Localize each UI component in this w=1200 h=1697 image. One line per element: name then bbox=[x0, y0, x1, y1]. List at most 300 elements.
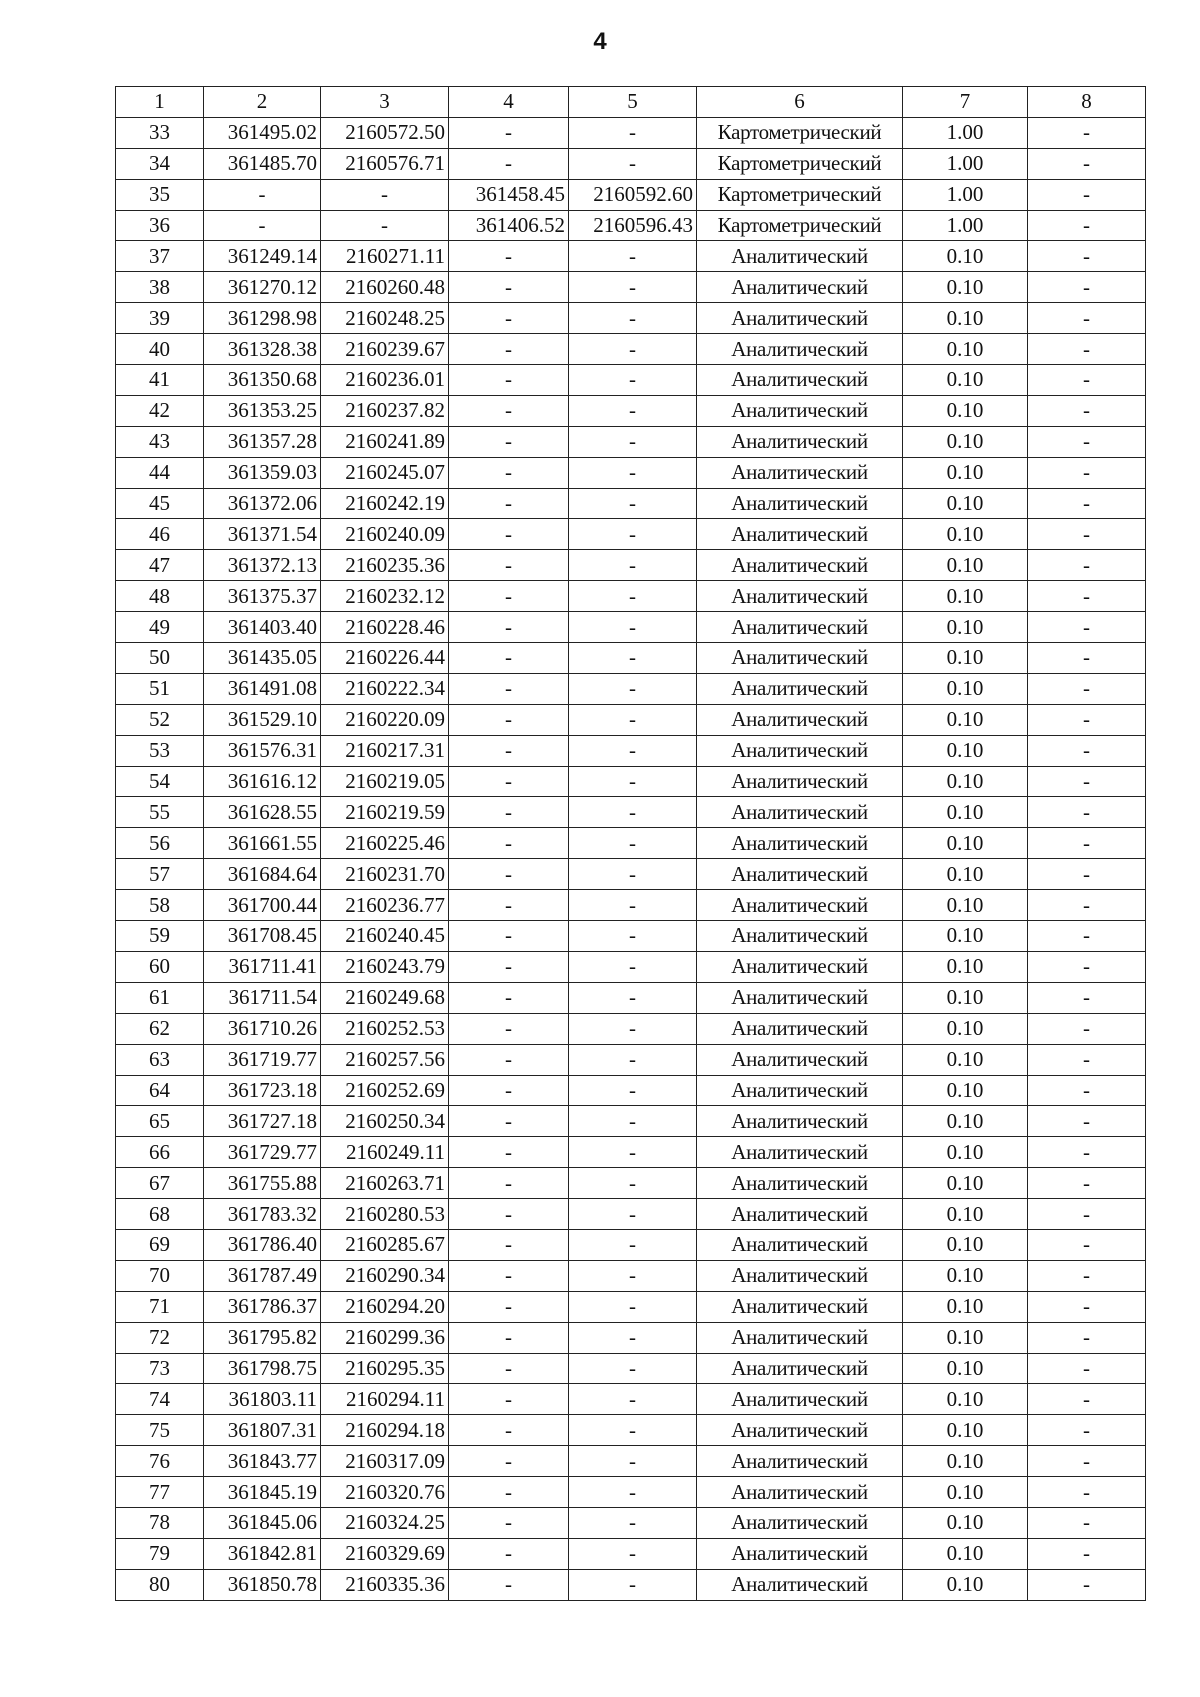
table-cell-col-6: Аналитический bbox=[697, 1168, 903, 1199]
table-cell-col-5: - bbox=[569, 1569, 697, 1600]
table-cell-col-4: - bbox=[449, 395, 569, 426]
table-cell-col-6: Аналитический bbox=[697, 1013, 903, 1044]
table-row bbox=[116, 272, 1146, 303]
table-cell-col-2: 361710.26 bbox=[204, 1013, 321, 1044]
table-cell-col-5: - bbox=[569, 735, 697, 766]
table-row bbox=[116, 488, 1146, 519]
table-cell-col-3: 2160236.01 bbox=[321, 365, 449, 396]
table-cell-col-4: - bbox=[449, 581, 569, 612]
table-cell-col-1: 62 bbox=[116, 1013, 204, 1044]
table-row bbox=[116, 1106, 1146, 1137]
table-cell-col-4: - bbox=[449, 241, 569, 272]
table-cell-col-3: 2160237.82 bbox=[321, 395, 449, 426]
table-cell-col-3: 2160232.12 bbox=[321, 581, 449, 612]
table-cell-col-4: - bbox=[449, 303, 569, 334]
table-cell-col-8: - bbox=[1028, 921, 1146, 952]
table-cell-col-6: Аналитический bbox=[697, 921, 903, 952]
table-cell-col-4: - bbox=[449, 1384, 569, 1415]
table-cell-col-4: - bbox=[449, 735, 569, 766]
table-cell-col-4: 361406.52 bbox=[449, 210, 569, 241]
table-cell-col-2: 361700.44 bbox=[204, 890, 321, 921]
table-cell-col-6: Аналитический bbox=[697, 1353, 903, 1384]
table-cell-col-3: 2160252.53 bbox=[321, 1013, 449, 1044]
table-cell-col-3: 2160252.69 bbox=[321, 1075, 449, 1106]
table-cell-col-3: - bbox=[321, 179, 449, 210]
table-cell-col-7: 0.10 bbox=[903, 1106, 1028, 1137]
table-cell-col-2: 361803.11 bbox=[204, 1384, 321, 1415]
table-cell-col-2: 361359.03 bbox=[204, 457, 321, 488]
table-cell-col-5: - bbox=[569, 1260, 697, 1291]
table-cell-col-3: 2160263.71 bbox=[321, 1168, 449, 1199]
table-row bbox=[116, 581, 1146, 612]
table-cell-col-4: - bbox=[449, 1168, 569, 1199]
column-header-7: 7 bbox=[903, 87, 1028, 118]
table-cell-col-1: 45 bbox=[116, 488, 204, 519]
table-cell-col-7: 0.10 bbox=[903, 643, 1028, 674]
table-cell-col-4: 361458.45 bbox=[449, 179, 569, 210]
table-cell-col-5: - bbox=[569, 581, 697, 612]
table-cell-col-6: Аналитический bbox=[697, 704, 903, 735]
table-cell-col-4: - bbox=[449, 704, 569, 735]
table-cell-col-7: 0.10 bbox=[903, 859, 1028, 890]
table-row bbox=[116, 1538, 1146, 1569]
table-cell-col-7: 0.10 bbox=[903, 1569, 1028, 1600]
table-cell-col-8: - bbox=[1028, 1322, 1146, 1353]
table-cell-col-3: 2160241.89 bbox=[321, 426, 449, 457]
table-cell-col-5: - bbox=[569, 488, 697, 519]
table-cell-col-5: - bbox=[569, 334, 697, 365]
table-cell-col-6: Аналитический bbox=[697, 1229, 903, 1260]
table-cell-col-7: 1.00 bbox=[903, 148, 1028, 179]
table-cell-col-2: 361786.37 bbox=[204, 1291, 321, 1322]
table-cell-col-8: - bbox=[1028, 1044, 1146, 1075]
table-cell-col-4: - bbox=[449, 1322, 569, 1353]
table-cell-col-8: - bbox=[1028, 982, 1146, 1013]
table-cell-col-8: - bbox=[1028, 488, 1146, 519]
table-cell-col-5: - bbox=[569, 457, 697, 488]
table-cell-col-6: Аналитический bbox=[697, 859, 903, 890]
table-cell-col-8: - bbox=[1028, 1477, 1146, 1508]
table-cell-col-8: - bbox=[1028, 148, 1146, 179]
table-cell-col-4: - bbox=[449, 643, 569, 674]
table-cell-col-3: 2160226.44 bbox=[321, 643, 449, 674]
table-cell-col-4: - bbox=[449, 766, 569, 797]
table-cell-col-3: 2160249.68 bbox=[321, 982, 449, 1013]
table-cell-col-6: Аналитический bbox=[697, 303, 903, 334]
table-cell-col-6: Аналитический bbox=[697, 334, 903, 365]
table-cell-col-8: - bbox=[1028, 426, 1146, 457]
table-cell-col-2: - bbox=[204, 179, 321, 210]
table-cell-col-4: - bbox=[449, 951, 569, 982]
table-cell-col-7: 0.10 bbox=[903, 1384, 1028, 1415]
table-cell-col-3: 2160219.05 bbox=[321, 766, 449, 797]
table-body bbox=[116, 117, 1146, 1600]
table-row bbox=[116, 1291, 1146, 1322]
table-cell-col-2: 361529.10 bbox=[204, 704, 321, 735]
table-cell-col-6: Аналитический bbox=[697, 1507, 903, 1538]
table-row bbox=[116, 395, 1146, 426]
table-row bbox=[116, 1260, 1146, 1291]
table-cell-col-2: 361727.18 bbox=[204, 1106, 321, 1137]
table-row bbox=[116, 1229, 1146, 1260]
table-cell-col-4: - bbox=[449, 1137, 569, 1168]
table-cell-col-4: - bbox=[449, 1446, 569, 1477]
table-cell-col-5: - bbox=[569, 241, 697, 272]
table-cell-col-1: 37 bbox=[116, 241, 204, 272]
table-cell-col-3: 2160242.19 bbox=[321, 488, 449, 519]
table-cell-col-2: 361843.77 bbox=[204, 1446, 321, 1477]
table-cell-col-5: - bbox=[569, 117, 697, 148]
table-cell-col-5: - bbox=[569, 951, 697, 982]
table-cell-col-4: - bbox=[449, 921, 569, 952]
table-cell-col-5: - bbox=[569, 1137, 697, 1168]
table-cell-col-3: 2160222.34 bbox=[321, 673, 449, 704]
table-cell-col-1: 61 bbox=[116, 982, 204, 1013]
table-cell-col-1: 53 bbox=[116, 735, 204, 766]
table-cell-col-5: - bbox=[569, 673, 697, 704]
table-cell-col-1: 55 bbox=[116, 797, 204, 828]
table-cell-col-4: - bbox=[449, 519, 569, 550]
table-cell-col-8: - bbox=[1028, 1569, 1146, 1600]
table-cell-col-8: - bbox=[1028, 859, 1146, 890]
table-cell-col-5: - bbox=[569, 1229, 697, 1260]
table-cell-col-4: - bbox=[449, 1013, 569, 1044]
table-cell-col-8: - bbox=[1028, 519, 1146, 550]
table-cell-col-4: - bbox=[449, 1291, 569, 1322]
table-cell-col-3: 2160285.67 bbox=[321, 1229, 449, 1260]
table-cell-col-7: 0.10 bbox=[903, 303, 1028, 334]
table-row bbox=[116, 1353, 1146, 1384]
table-cell-col-7: 0.10 bbox=[903, 1044, 1028, 1075]
table-row bbox=[116, 797, 1146, 828]
table-cell-col-7: 0.10 bbox=[903, 1075, 1028, 1106]
table-cell-col-8: - bbox=[1028, 303, 1146, 334]
table-cell-col-1: 44 bbox=[116, 457, 204, 488]
table-row bbox=[116, 1075, 1146, 1106]
table-cell-col-4: - bbox=[449, 272, 569, 303]
table-cell-col-8: - bbox=[1028, 1229, 1146, 1260]
table-cell-col-8: - bbox=[1028, 1538, 1146, 1569]
table-cell-col-4: - bbox=[449, 426, 569, 457]
table-cell-col-7: 1.00 bbox=[903, 210, 1028, 241]
table-cell-col-6: Аналитический bbox=[697, 1384, 903, 1415]
table-cell-col-4: - bbox=[449, 1075, 569, 1106]
table-cell-col-2: 361628.55 bbox=[204, 797, 321, 828]
table-cell-col-1: 80 bbox=[116, 1569, 204, 1600]
table-cell-col-5: - bbox=[569, 550, 697, 581]
table-cell-col-7: 0.10 bbox=[903, 1415, 1028, 1446]
table-cell-col-1: 48 bbox=[116, 581, 204, 612]
table-cell-col-2: 361485.70 bbox=[204, 148, 321, 179]
table-cell-col-1: 66 bbox=[116, 1137, 204, 1168]
table-cell-col-3: 2160294.20 bbox=[321, 1291, 449, 1322]
table-cell-col-8: - bbox=[1028, 643, 1146, 674]
table-cell-col-2: 361616.12 bbox=[204, 766, 321, 797]
table-cell-col-1: 51 bbox=[116, 673, 204, 704]
table-cell-col-7: 0.10 bbox=[903, 1446, 1028, 1477]
table-row bbox=[116, 1199, 1146, 1230]
table-cell-col-2: - bbox=[204, 210, 321, 241]
table-cell-col-6: Аналитический bbox=[697, 1322, 903, 1353]
table-cell-col-6: Аналитический bbox=[697, 519, 903, 550]
table-cell-col-2: 361371.54 bbox=[204, 519, 321, 550]
table-cell-col-1: 40 bbox=[116, 334, 204, 365]
column-header-3: 3 bbox=[321, 87, 449, 118]
table-cell-col-4: - bbox=[449, 488, 569, 519]
table-cell-col-7: 0.10 bbox=[903, 1013, 1028, 1044]
table-cell-col-4: - bbox=[449, 1477, 569, 1508]
table-row bbox=[116, 612, 1146, 643]
table-cell-col-3: 2160225.46 bbox=[321, 828, 449, 859]
table-cell-col-4: - bbox=[449, 457, 569, 488]
table-cell-col-5: - bbox=[569, 1322, 697, 1353]
table-cell-col-7: 0.10 bbox=[903, 457, 1028, 488]
table-cell-col-8: - bbox=[1028, 1106, 1146, 1137]
table-cell-col-8: - bbox=[1028, 179, 1146, 210]
table-cell-col-6: Аналитический bbox=[697, 890, 903, 921]
table-cell-col-2: 361850.78 bbox=[204, 1569, 321, 1600]
table-cell-col-4: - bbox=[449, 828, 569, 859]
table-cell-col-3: 2160335.36 bbox=[321, 1569, 449, 1600]
table-cell-col-4: - bbox=[449, 1199, 569, 1230]
table-cell-col-7: 0.10 bbox=[903, 921, 1028, 952]
table-cell-col-1: 47 bbox=[116, 550, 204, 581]
table-cell-col-1: 65 bbox=[116, 1106, 204, 1137]
table-row bbox=[116, 1415, 1146, 1446]
table-cell-col-6: Аналитический bbox=[697, 1415, 903, 1446]
table-cell-col-7: 0.10 bbox=[903, 1477, 1028, 1508]
table-cell-col-3: 2160240.09 bbox=[321, 519, 449, 550]
header-row bbox=[116, 87, 1146, 118]
table-cell-col-1: 78 bbox=[116, 1507, 204, 1538]
table-row bbox=[116, 1569, 1146, 1600]
table-cell-col-7: 0.10 bbox=[903, 766, 1028, 797]
table-cell-col-4: - bbox=[449, 117, 569, 148]
table-row bbox=[116, 426, 1146, 457]
table-cell-col-2: 361729.77 bbox=[204, 1137, 321, 1168]
column-header-8: 8 bbox=[1028, 87, 1146, 118]
table-cell-col-3: 2160320.76 bbox=[321, 1477, 449, 1508]
table-cell-col-4: - bbox=[449, 1353, 569, 1384]
table-cell-col-7: 0.10 bbox=[903, 1353, 1028, 1384]
table-cell-col-5: - bbox=[569, 1106, 697, 1137]
table-cell-col-2: 361403.40 bbox=[204, 612, 321, 643]
table-cell-col-4: - bbox=[449, 890, 569, 921]
table-cell-col-8: - bbox=[1028, 1291, 1146, 1322]
table-cell-col-3: 2160294.18 bbox=[321, 1415, 449, 1446]
table-cell-col-2: 361353.25 bbox=[204, 395, 321, 426]
table-cell-col-3: 2160228.46 bbox=[321, 612, 449, 643]
column-header-1: 1 bbox=[116, 87, 204, 118]
table-cell-col-5: - bbox=[569, 395, 697, 426]
table-cell-col-2: 361270.12 bbox=[204, 272, 321, 303]
table-row bbox=[116, 982, 1146, 1013]
table-cell-col-6: Картометрический bbox=[697, 210, 903, 241]
table-cell-col-8: - bbox=[1028, 334, 1146, 365]
table-row bbox=[116, 179, 1146, 210]
table-cell-col-1: 71 bbox=[116, 1291, 204, 1322]
table-cell-col-6: Аналитический bbox=[697, 488, 903, 519]
table-row bbox=[116, 1477, 1146, 1508]
table-cell-col-4: - bbox=[449, 1415, 569, 1446]
table-cell-col-1: 49 bbox=[116, 612, 204, 643]
table-cell-col-6: Аналитический bbox=[697, 1538, 903, 1569]
table-cell-col-1: 64 bbox=[116, 1075, 204, 1106]
table-cell-col-6: Аналитический bbox=[697, 951, 903, 982]
table-cell-col-1: 67 bbox=[116, 1168, 204, 1199]
table-cell-col-1: 59 bbox=[116, 921, 204, 952]
table-cell-col-7: 0.10 bbox=[903, 334, 1028, 365]
table-cell-col-5: 2160596.43 bbox=[569, 210, 697, 241]
table-cell-col-5: - bbox=[569, 890, 697, 921]
table-cell-col-4: - bbox=[449, 334, 569, 365]
table-cell-col-6: Аналитический bbox=[697, 766, 903, 797]
table-cell-col-3: 2160243.79 bbox=[321, 951, 449, 982]
table-row bbox=[116, 890, 1146, 921]
table-cell-col-8: - bbox=[1028, 581, 1146, 612]
table-cell-col-6: Аналитический bbox=[697, 1044, 903, 1075]
table-cell-col-5: - bbox=[569, 1446, 697, 1477]
table-cell-col-4: - bbox=[449, 1106, 569, 1137]
table-cell-col-7: 0.10 bbox=[903, 488, 1028, 519]
table-cell-col-1: 58 bbox=[116, 890, 204, 921]
table-cell-col-1: 52 bbox=[116, 704, 204, 735]
table-cell-col-3: 2160572.50 bbox=[321, 117, 449, 148]
table-cell-col-3: 2160245.07 bbox=[321, 457, 449, 488]
table-cell-col-1: 60 bbox=[116, 951, 204, 982]
table-cell-col-5: - bbox=[569, 1013, 697, 1044]
table-cell-col-4: - bbox=[449, 1538, 569, 1569]
table-cell-col-6: Аналитический bbox=[697, 1106, 903, 1137]
table-cell-col-7: 0.10 bbox=[903, 673, 1028, 704]
table-cell-col-8: - bbox=[1028, 457, 1146, 488]
table-cell-col-5: - bbox=[569, 272, 697, 303]
table-cell-col-2: 361491.08 bbox=[204, 673, 321, 704]
table-cell-col-5: - bbox=[569, 519, 697, 550]
table-row bbox=[116, 1446, 1146, 1477]
table-cell-col-2: 361845.06 bbox=[204, 1507, 321, 1538]
table-cell-col-8: - bbox=[1028, 735, 1146, 766]
table-cell-col-1: 72 bbox=[116, 1322, 204, 1353]
table-cell-col-5: - bbox=[569, 612, 697, 643]
table-cell-col-5: - bbox=[569, 1075, 697, 1106]
table-cell-col-6: Аналитический bbox=[697, 1075, 903, 1106]
table-cell-col-5: - bbox=[569, 766, 697, 797]
table-cell-col-7: 0.10 bbox=[903, 365, 1028, 396]
table-cell-col-5: - bbox=[569, 859, 697, 890]
table-cell-col-6: Аналитический bbox=[697, 457, 903, 488]
table-row bbox=[116, 334, 1146, 365]
table-cell-col-7: 0.10 bbox=[903, 426, 1028, 457]
table-cell-col-6: Аналитический bbox=[697, 550, 903, 581]
table-cell-col-8: - bbox=[1028, 1168, 1146, 1199]
table-cell-col-5: - bbox=[569, 982, 697, 1013]
table-cell-col-5: 2160592.60 bbox=[569, 179, 697, 210]
table-cell-col-1: 63 bbox=[116, 1044, 204, 1075]
table-row bbox=[116, 859, 1146, 890]
table-cell-col-3: 2160294.11 bbox=[321, 1384, 449, 1415]
table-cell-col-8: - bbox=[1028, 612, 1146, 643]
table-cell-col-2: 361372.06 bbox=[204, 488, 321, 519]
table-cell-col-6: Аналитический bbox=[697, 735, 903, 766]
table-cell-col-2: 361298.98 bbox=[204, 303, 321, 334]
table-cell-col-3: 2160280.53 bbox=[321, 1199, 449, 1230]
table-cell-col-8: - bbox=[1028, 1013, 1146, 1044]
table-cell-col-7: 0.10 bbox=[903, 704, 1028, 735]
table-cell-col-8: - bbox=[1028, 766, 1146, 797]
table-cell-col-8: - bbox=[1028, 365, 1146, 396]
table-cell-col-8: - bbox=[1028, 1260, 1146, 1291]
table-cell-col-6: Аналитический bbox=[697, 426, 903, 457]
table-row bbox=[116, 365, 1146, 396]
table-cell-col-6: Аналитический bbox=[697, 581, 903, 612]
table-cell-col-4: - bbox=[449, 612, 569, 643]
table-row bbox=[116, 303, 1146, 334]
table-cell-col-1: 41 bbox=[116, 365, 204, 396]
table-cell-col-7: 0.10 bbox=[903, 1538, 1028, 1569]
table-cell-col-5: - bbox=[569, 1044, 697, 1075]
table-cell-col-1: 56 bbox=[116, 828, 204, 859]
table-cell-col-8: - bbox=[1028, 1075, 1146, 1106]
table-row bbox=[116, 1384, 1146, 1415]
column-header-6: 6 bbox=[697, 87, 903, 118]
table-cell-col-5: - bbox=[569, 1415, 697, 1446]
table-cell-col-7: 0.10 bbox=[903, 735, 1028, 766]
table-row bbox=[116, 1137, 1146, 1168]
column-header-5: 5 bbox=[569, 87, 697, 118]
table-row bbox=[116, 643, 1146, 674]
table-cell-col-6: Картометрический bbox=[697, 148, 903, 179]
table-cell-col-6: Картометрический bbox=[697, 179, 903, 210]
table-cell-col-4: - bbox=[449, 797, 569, 828]
table-cell-col-6: Аналитический bbox=[697, 1260, 903, 1291]
table-cell-col-3: 2160231.70 bbox=[321, 859, 449, 890]
table-cell-col-5: - bbox=[569, 1168, 697, 1199]
table-cell-col-4: - bbox=[449, 550, 569, 581]
table-cell-col-1: 50 bbox=[116, 643, 204, 674]
column-header-2: 2 bbox=[204, 87, 321, 118]
table-cell-col-2: 361435.05 bbox=[204, 643, 321, 674]
table-cell-col-2: 361719.77 bbox=[204, 1044, 321, 1075]
table-row bbox=[116, 951, 1146, 982]
table-row bbox=[116, 148, 1146, 179]
table-cell-col-8: - bbox=[1028, 1353, 1146, 1384]
column-header-4: 4 bbox=[449, 87, 569, 118]
table-cell-col-2: 361350.68 bbox=[204, 365, 321, 396]
table-cell-col-3: 2160290.34 bbox=[321, 1260, 449, 1291]
table-cell-col-7: 0.10 bbox=[903, 272, 1028, 303]
table-cell-col-6: Аналитический bbox=[697, 828, 903, 859]
table-row bbox=[116, 210, 1146, 241]
table-cell-col-3: 2160576.71 bbox=[321, 148, 449, 179]
table-cell-col-3: 2160248.25 bbox=[321, 303, 449, 334]
table-cell-col-7: 0.10 bbox=[903, 550, 1028, 581]
table-cell-col-7: 0.10 bbox=[903, 612, 1028, 643]
table-cell-col-6: Аналитический bbox=[697, 797, 903, 828]
table-cell-col-4: - bbox=[449, 365, 569, 396]
table-cell-col-3: 2160317.09 bbox=[321, 1446, 449, 1477]
table-cell-col-5: - bbox=[569, 426, 697, 457]
table-cell-col-7: 0.10 bbox=[903, 797, 1028, 828]
table-cell-col-1: 74 bbox=[116, 1384, 204, 1415]
table-cell-col-2: 361328.38 bbox=[204, 334, 321, 365]
table-row bbox=[116, 1322, 1146, 1353]
table-cell-col-8: - bbox=[1028, 395, 1146, 426]
table-cell-col-6: Аналитический bbox=[697, 1477, 903, 1508]
table-cell-col-6: Аналитический bbox=[697, 982, 903, 1013]
table-row bbox=[116, 1044, 1146, 1075]
table-cell-col-2: 361372.13 bbox=[204, 550, 321, 581]
